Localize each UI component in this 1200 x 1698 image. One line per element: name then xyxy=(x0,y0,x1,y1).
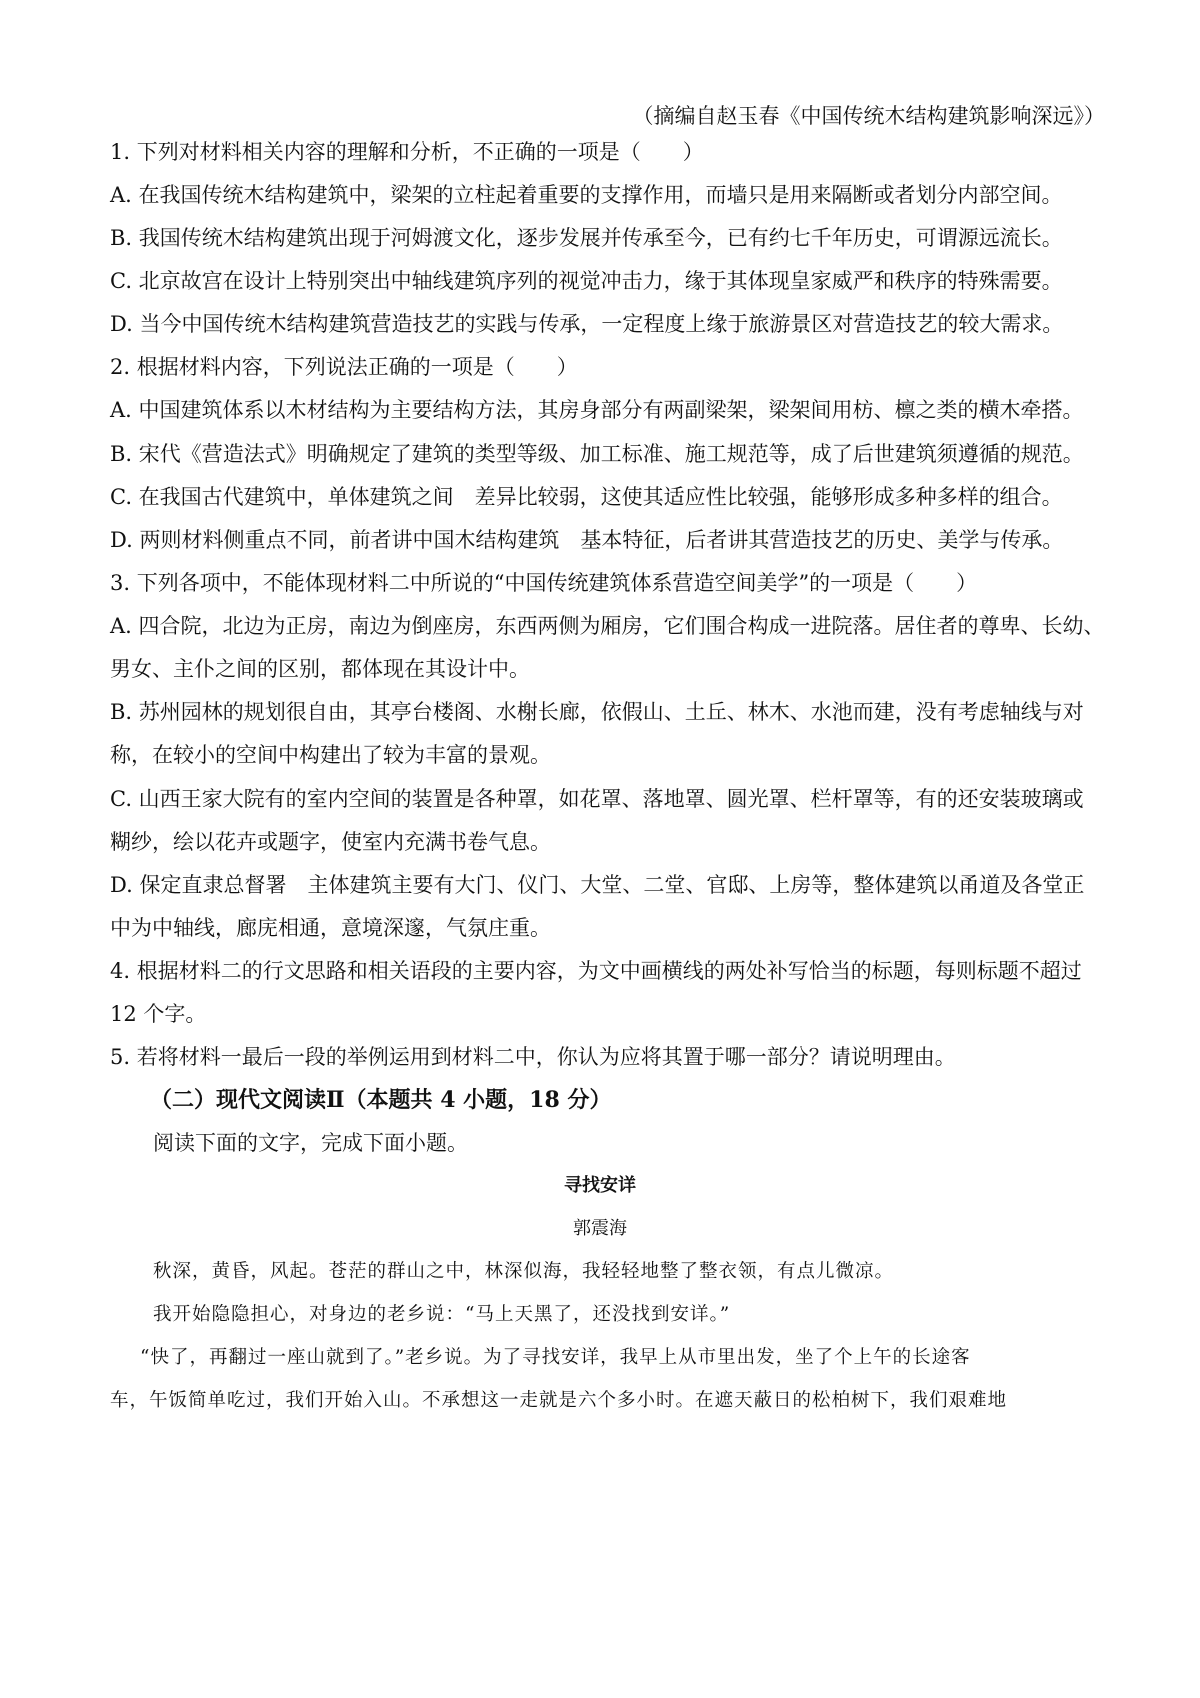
question-1-option-d: D. 当今中国传统木结构建筑营造技艺的实践与传承，一定程度上缘于旅游景区对营造技艺的较大需求。 xyxy=(110,312,1064,336)
question-2-option-d: D. 两则材料侧重点不同，前者讲中国木结构建筑 基本特征，后者讲其营造技艺的历史、美学与传承。 xyxy=(110,528,1064,552)
section-intro: 阅读下面的文字，完成下面小题。 xyxy=(153,1131,468,1155)
source-citation: （摘编自赵玉春《中国传统木结构建筑影响深远》） xyxy=(632,104,1105,128)
question-4-line-1: 4. 根据材料二的行文思路和相关语段的主要内容，为文中画横线的两处补写恰当的标题，每则标题不超过 xyxy=(110,959,1082,983)
article-paragraph-3-line-2: 车，午饭简单吃过，我们开始入山。不承想这一走就是六个多小时。在遮天蔽日的松柏树下，我们艰难地 xyxy=(110,1390,1008,1411)
question-3-option-b-line-1: B. 苏州园林的规划很自由，其亭台楼阁、水榭长廊，依假山、土丘、林木、水池而建，没有考虑轴线与对 xyxy=(110,700,1084,724)
question-3-option-a-line-1: A. 四合院，北边为正房，南边为倒座房，东西两侧为厢房，它们围合构成一进院落。居住者的尊卑、长幼、 xyxy=(110,614,1105,638)
question-3-option-c-line-1: C. 山西王家大院有的室内空间的装置是各种罩，如花罩、落地罩、圆光罩、栏杆罩等，有的还安装玻璃或 xyxy=(110,787,1084,811)
question-1-option-b: B. 我国传统木结构建筑出现于河姆渡文化，逐步发展并传承至今，已有约七千年历史，可谓源远流长。 xyxy=(110,226,1063,250)
question-3-option-b-line-2: 称，在较小的空间中构建出了较为丰富的景观。 xyxy=(110,743,551,767)
question-5-line-1: 5. 若将材料一最后一段的举例运用到材料二中，你认为应将其置于哪一部分？请说明理由。 xyxy=(110,1045,956,1069)
question-2-stem: 2. 根据材料内容，下列说法正确的一项是（ ） xyxy=(110,355,578,379)
section-title: （二）现代文阅读Ⅱ（本题共 4 小题，18 分） xyxy=(150,1087,612,1113)
question-1-option-a: A. 在我国传统木结构建筑中，梁架的立柱起着重要的支撑作用，而墙只是用来隔断或者划分内部空间。 xyxy=(110,183,1063,207)
question-3-option-d-line-2: 中为中轴线，廊庑相通，意境深邃，气氛庄重。 xyxy=(110,916,551,940)
article-author: 郭震海 xyxy=(573,1218,627,1239)
article-paragraph-1: 秋深，黄昏，风起。苍茫的群山之中，林深似海，我轻轻地整了整衣领，有点儿微凉。 xyxy=(153,1261,895,1282)
question-2-option-b: B. 宋代《营造法式》明确规定了建筑的类型等级、加工标准、施工规范等，成了后世建筑须遵循的规范。 xyxy=(110,442,1084,466)
question-2-option-c: C. 在我国古代建筑中，单体建筑之间 差异比较弱，这使其适应性比较强，能够形成多种多样的组合。 xyxy=(110,485,1063,509)
question-1-stem: 1. 下列对材料相关内容的理解和分析，不正确的一项是（ ） xyxy=(110,140,704,164)
article-paragraph-2: 我开始隐隐担心，对身边的老乡说：“马上天黑了，还没找到安详。” xyxy=(153,1304,731,1325)
question-1-option-c: C. 北京故宫在设计上特别突出中轴线建筑序列的视觉冲击力，缘于其体现皇家威严和秩序的特殊需要。 xyxy=(110,269,1063,293)
article-paragraph-3-line-1: “快了，再翻过一座山就到了。”老乡说。为了寻找安详，我早上从市里出发，坐了个上午的长途客 xyxy=(140,1347,971,1368)
question-3-option-d-line-1: D. 保定直隶总督署 主体建筑主要有大门、仪门、大堂、二堂、官邸、上房等，整体建筑以甬道及各堂正 xyxy=(110,873,1085,897)
question-2-option-a: A. 中国建筑体系以木材结构为主要结构方法，其房身部分有两副梁架，梁架间用枋、檩之类的横木牵搭。 xyxy=(110,398,1084,422)
question-3-option-a-line-2: 男女、主仆之间的区别，都体现在其设计中。 xyxy=(110,657,530,681)
question-4-line-2: 12 个字。 xyxy=(110,1002,207,1026)
question-3-option-c-line-2: 糊纱，绘以花卉或题字，使室内充满书卷气息。 xyxy=(110,830,551,854)
article-title: 寻找安详 xyxy=(564,1175,636,1196)
question-3-stem: 3. 下列各项中，不能体现材料二中所说的“中国传统建筑体系营造空间美学”的一项是（ ） xyxy=(110,571,978,595)
